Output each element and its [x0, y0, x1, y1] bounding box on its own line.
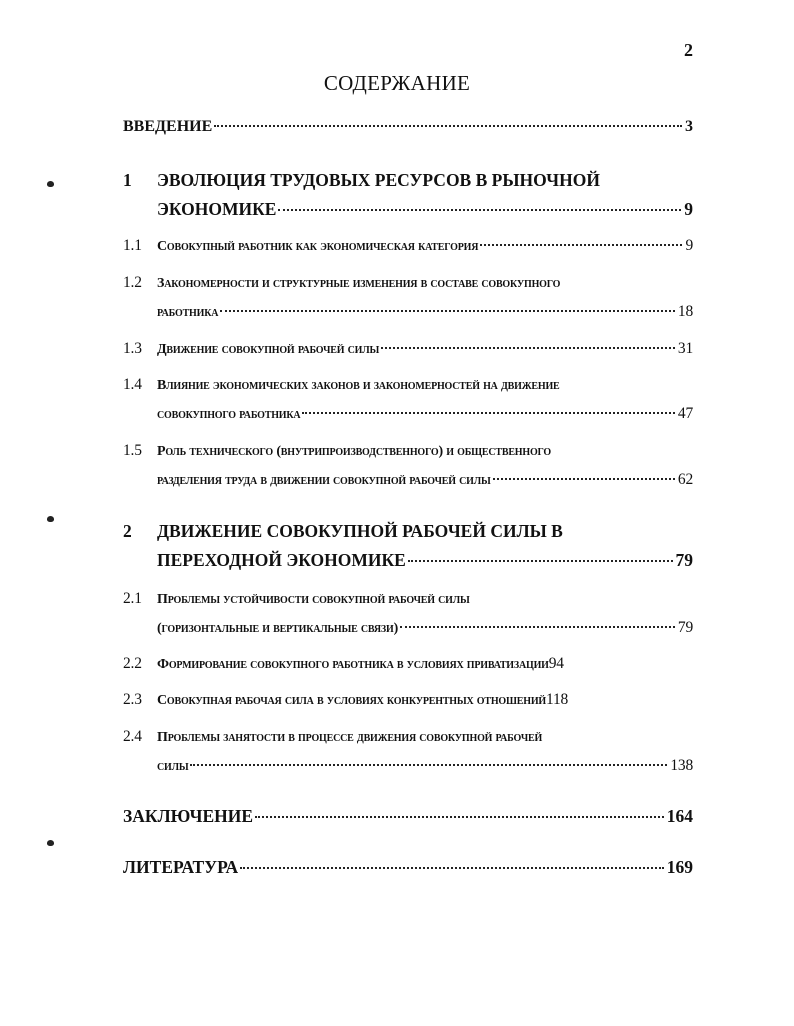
page-title: СОДЕРЖАНИЕ	[323, 71, 471, 95]
margin-mark	[47, 181, 54, 187]
toc-section-1-4[interactable]	[123, 376, 693, 394]
toc-section-1-1[interactable]	[123, 237, 693, 255]
toc-section-title-cont: совокупного работника	[157, 407, 301, 422]
toc-section-number: 1.2	[123, 274, 142, 291]
toc-section-number: 1.5	[123, 442, 142, 459]
toc-chapter-2-heading[interactable]	[123, 521, 693, 542]
toc-section-number: 2.2	[123, 655, 142, 672]
toc-section-2-1-cont[interactable]	[157, 619, 693, 637]
dot-leader	[220, 310, 675, 312]
toc-section-title: Роль технического (внутрипроизводственного) и общественного	[157, 444, 552, 459]
toc-section-title: Совокупный работник как экономическая категория	[157, 239, 479, 254]
toc-section-1-2[interactable]	[123, 274, 693, 292]
toc-section-title-cont: силы	[157, 759, 189, 774]
dot-leader	[302, 412, 674, 414]
toc-page-number: 94	[548, 655, 564, 672]
toc-page-number: 18	[677, 303, 693, 320]
toc-section-1-5-cont[interactable]	[157, 471, 693, 489]
toc-section-2-1[interactable]	[123, 590, 693, 608]
dot-leader	[493, 478, 675, 480]
toc-section-number: 2.3	[123, 691, 142, 708]
toc-section-title-cont: разделения труда в движении совокупной рабочей силы	[157, 473, 491, 488]
toc-entry-label: ВВЕДЕНИЕ	[123, 118, 213, 135]
dot-leader	[255, 816, 664, 818]
toc-page-number: 9	[684, 199, 693, 219]
toc-section-1-4-cont[interactable]	[157, 405, 693, 423]
toc-section-title: Совокупная рабочая сила в условиях конкурентных отношений	[157, 693, 546, 708]
toc-page-number: 79	[677, 619, 693, 636]
toc-section-1-5[interactable]	[123, 442, 693, 460]
dot-leader	[240, 867, 664, 869]
toc-section-number: 1.4	[123, 376, 142, 393]
toc-entry-label: ЛИТЕРАТУРА	[123, 857, 239, 877]
toc-page-number: 138	[670, 757, 693, 774]
dot-leader	[400, 626, 675, 628]
toc-section-2-3[interactable]	[123, 691, 693, 709]
toc-chapter-number: 2	[123, 521, 132, 541]
dot-leader	[278, 209, 681, 211]
toc-section-number: 1.1	[123, 237, 142, 254]
toc-page-number: 9	[685, 237, 693, 254]
toc-section-title: Формирование совокупного работника в условиях приватизации	[157, 657, 549, 672]
toc-chapter-2-heading-cont[interactable]	[157, 550, 693, 571]
dot-leader	[214, 125, 682, 127]
toc-page-number: 169	[666, 857, 693, 877]
toc-section-1-3[interactable]	[123, 340, 693, 358]
toc-section-title: Влияние экономических законов и закономерностей на движение	[157, 378, 560, 393]
margin-mark	[47, 840, 54, 846]
toc-page-number: 47	[677, 405, 693, 422]
toc-page-number: 3	[685, 118, 693, 135]
toc-section-2-4[interactable]	[123, 728, 693, 746]
toc-section-title: Движение совокупной рабочей силы	[157, 342, 380, 357]
toc-entry-introduction[interactable]	[123, 118, 693, 136]
toc-chapter-title: ЭВОЛЮЦИЯ ТРУДОВЫХ РЕСУРСОВ В РЫНОЧНОЙ	[157, 170, 600, 190]
toc-page-number: 118	[546, 691, 569, 708]
toc-section-1-2-cont[interactable]	[157, 303, 693, 321]
toc-section-number: 1.3	[123, 340, 142, 357]
toc-page-number: 164	[666, 806, 693, 826]
toc-chapter-title: ДВИЖЕНИЕ СОВОКУПНОЙ РАБОЧЕЙ СИЛЫ В	[157, 521, 563, 541]
toc-section-title-cont: работника	[157, 305, 219, 320]
dot-leader	[381, 347, 675, 349]
toc-section-title: Проблемы занятости в процессе движения совокупной рабочей	[157, 730, 543, 745]
toc-chapter-title-cont: ЭКОНОМИКЕ	[157, 199, 277, 219]
toc-chapter-1-heading-cont[interactable]	[157, 199, 693, 220]
toc-entry-conclusion[interactable]	[123, 806, 693, 827]
toc-chapter-1-heading[interactable]	[123, 170, 693, 191]
toc-section-title: Проблемы устойчивости совокупной рабочей силы	[157, 592, 470, 607]
toc-section-2-4-cont[interactable]	[157, 757, 693, 775]
toc-section-title-cont: (горизонтальные и вертикальные связи)	[157, 621, 399, 636]
toc-chapter-number: 1	[123, 170, 132, 190]
page-number: 2	[684, 40, 693, 60]
margin-mark	[47, 516, 54, 522]
toc-entry-literature[interactable]	[123, 857, 693, 878]
toc-section-title: Закономерности и структурные изменения в составе совокупного	[157, 276, 561, 291]
dot-leader	[190, 764, 667, 766]
toc-section-2-2[interactable]	[123, 655, 693, 673]
toc-page-number: 62	[677, 471, 693, 488]
toc-entry-label: ЗАКЛЮЧЕНИЕ	[123, 806, 254, 826]
toc-section-number: 2.4	[123, 728, 142, 745]
toc-section-number: 2.1	[123, 590, 142, 607]
dot-leader	[480, 244, 682, 246]
toc-page-number: 31	[677, 340, 693, 357]
toc-chapter-title-cont: ПЕРЕХОДНОЙ ЭКОНОМИКЕ	[157, 550, 406, 570]
dot-leader	[408, 560, 673, 562]
toc-page-number: 79	[675, 550, 693, 570]
